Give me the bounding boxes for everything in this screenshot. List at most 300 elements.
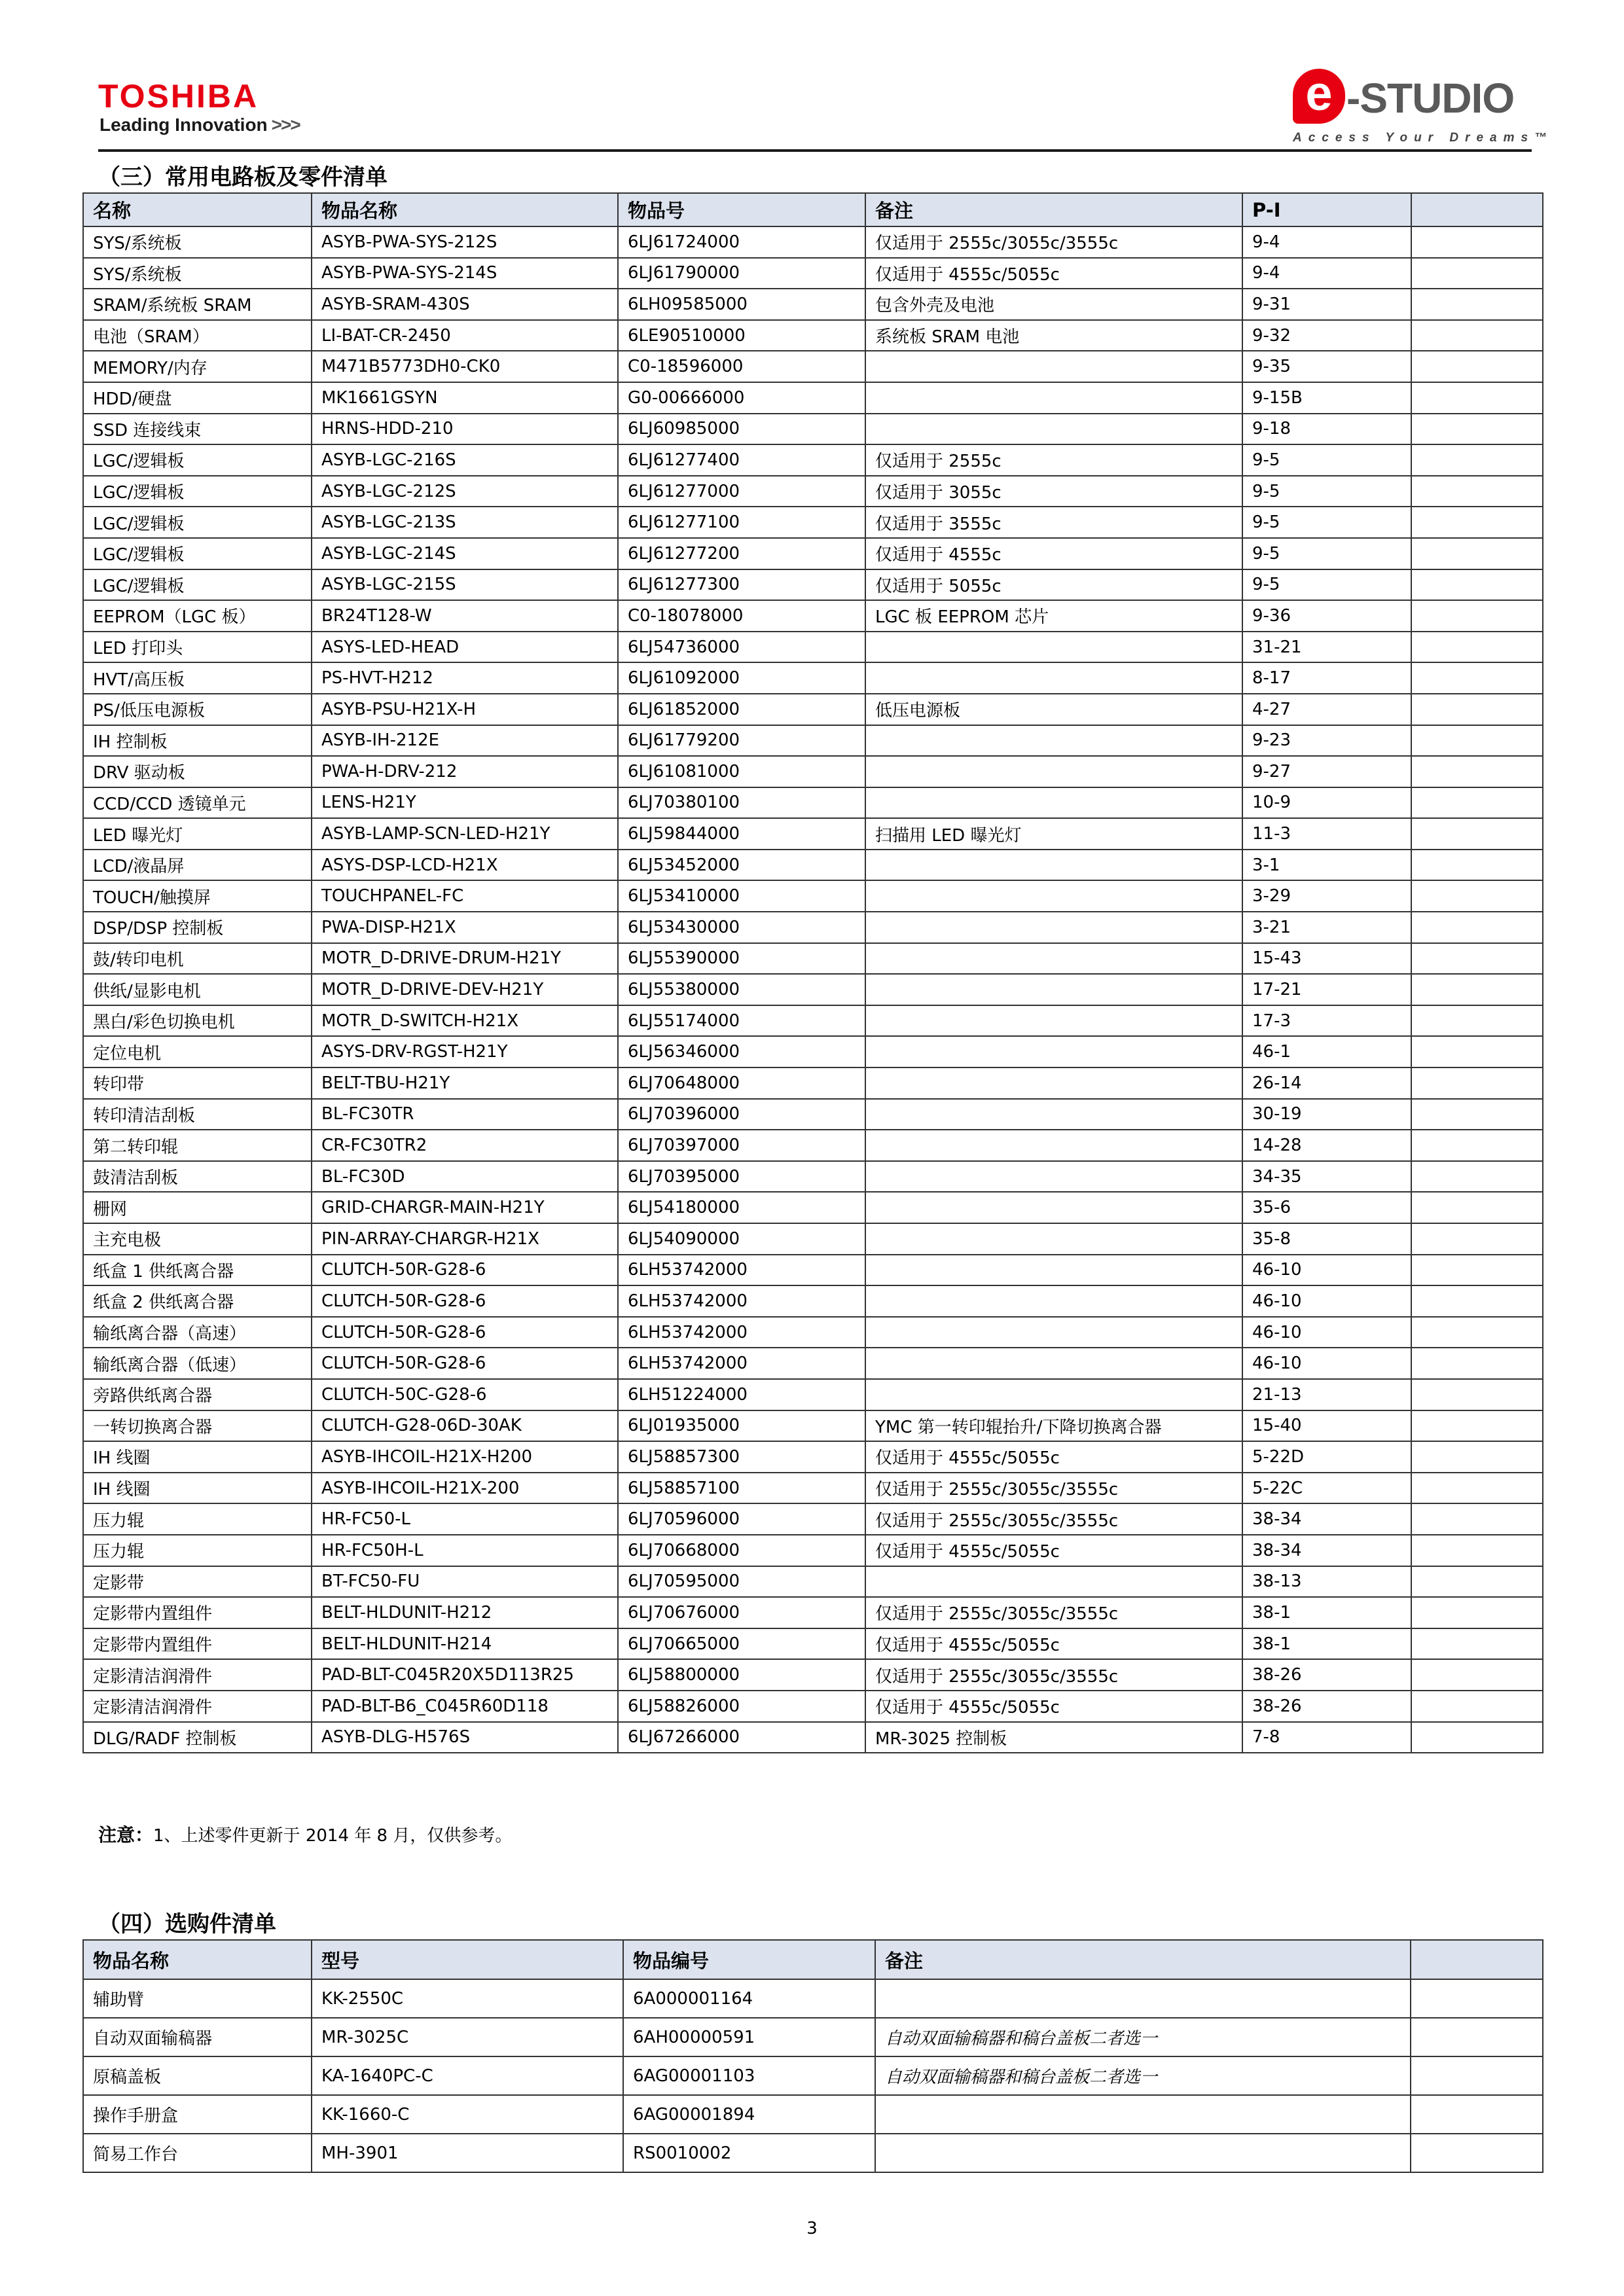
parts-table-cell (1411, 850, 1543, 881)
parts-table-cell: ASYB-IH-212E (312, 725, 618, 757)
parts-table-cell: 6LJ55390000 (618, 943, 865, 975)
parts-table-cell: 主充电极 (83, 1223, 312, 1255)
parts-table-cell: 6LJ61277200 (618, 538, 865, 569)
parts-header-cell (1411, 193, 1543, 226)
parts-table-cell (1411, 1161, 1543, 1193)
parts-table-cell (1411, 1067, 1543, 1099)
parts-table-cell: MOTR_D-DRIVE-DRUM-H21Y (312, 943, 618, 975)
parts-table-cell: 31-21 (1242, 632, 1411, 663)
parts-section-title: （三）常用电路板及零件清单 (98, 164, 388, 190)
parts-table-cell (1411, 1410, 1543, 1442)
parts-table-cell: GRID-CHARGR-MAIN-H21Y (312, 1192, 618, 1223)
parts-table-row (83, 351, 1543, 382)
parts-table-cell: 6LJ01935000 (618, 1410, 865, 1442)
parts-table-cell: 35-6 (1242, 1192, 1411, 1223)
parts-table-row (83, 1503, 1543, 1535)
parts-table-row (83, 1005, 1543, 1037)
parts-table-cell: 6LJ61277300 (618, 569, 865, 601)
parts-table-cell: BT-FC50-FU (312, 1566, 618, 1598)
parts-table-cell: 低压电源板 (865, 694, 1242, 725)
parts-table-cell: MK1661GSYN (312, 382, 618, 414)
parts-table-cell: 仅适用于 4555c/5055c (865, 1535, 1242, 1566)
options-table-cell: 简易工作台 (83, 2134, 312, 2172)
parts-table-row (83, 1192, 1543, 1223)
parts-table-cell: 一转切换离合器 (83, 1410, 312, 1442)
parts-table-cell (1411, 1317, 1543, 1348)
parts-table-cell: MEMORY/内存 (83, 351, 312, 382)
parts-table-cell: 6LJ70395000 (618, 1161, 865, 1193)
parts-table-cell: SYS/系统板 (83, 226, 312, 258)
parts-table-cell: 6LJ58800000 (618, 1659, 865, 1691)
parts-table-cell: 6LJ70668000 (618, 1535, 865, 1566)
parts-table-cell (865, 632, 1242, 663)
parts-table-cell (1411, 756, 1543, 787)
parts-table-cell: 9-4 (1242, 226, 1411, 258)
parts-table-cell (865, 1192, 1242, 1223)
parts-table-cell (865, 943, 1242, 975)
parts-table-row (83, 880, 1543, 912)
parts-table-cell: 9-5 (1242, 538, 1411, 569)
parts-table-cell (865, 1099, 1242, 1130)
parts-table-body (83, 226, 1543, 1753)
parts-table-cell: 6LJ60985000 (618, 414, 865, 445)
options-table-cell: 自动双面输稿器 (83, 2018, 312, 2056)
parts-table-row (83, 1473, 1543, 1504)
parts-table-cell: 21-13 (1242, 1379, 1411, 1410)
parts-table-cell: 38-26 (1242, 1659, 1411, 1691)
parts-table-row (83, 787, 1543, 819)
parts-table-cell: LED 曝光灯 (83, 818, 312, 850)
parts-table-cell: 6LH51224000 (618, 1379, 865, 1410)
parts-table-row (83, 507, 1543, 538)
parts-table-cell: MOTR_D-DRIVE-DEV-H21Y (312, 974, 618, 1005)
parts-table-cell (865, 1067, 1242, 1099)
parts-table-cell: IH 线圈 (83, 1473, 312, 1504)
parts-table-cell: 定影带内置组件 (83, 1597, 312, 1628)
parts-table-cell (865, 1130, 1242, 1161)
parts-table-cell (1411, 226, 1543, 258)
options-table-cell: 操作手册盒 (83, 2095, 312, 2134)
parts-table-cell: 9-5 (1242, 476, 1411, 507)
parts-table-cell: 11-3 (1242, 818, 1411, 850)
parts-header-cell: 物品号 (618, 193, 865, 226)
parts-table-cell: CLUTCH-50R-G28-6 (312, 1348, 618, 1379)
parts-table-cell: 6LH53742000 (618, 1317, 865, 1348)
options-table-cell (1411, 1979, 1543, 2018)
parts-table-cell: 46-10 (1242, 1285, 1411, 1317)
parts-table-cell: 输纸离合器（低速） (83, 1348, 312, 1379)
parts-table-cell: LENS-H21Y (312, 787, 618, 819)
parts-table-row (83, 1410, 1543, 1442)
parts-table-row (83, 320, 1543, 351)
parts-table-cell: ASYB-LAMP-SCN-LED-H21Y (312, 818, 618, 850)
footnote (98, 1821, 512, 1847)
parts-table-cell: HR-FC50-L (312, 1503, 618, 1535)
brand-tagline (99, 115, 300, 135)
options-table-cell: 6AG00001103 (623, 2056, 875, 2095)
parts-table-cell: 6LJ61277000 (618, 476, 865, 507)
parts-table-cell (1411, 569, 1543, 601)
parts-table-cell (1411, 1566, 1543, 1598)
parts-table-cell: 9-15B (1242, 382, 1411, 414)
parts-table-cell: 6LJ58857300 (618, 1441, 865, 1473)
parts-table-cell: 扫描用 LED 曝光灯 (865, 818, 1242, 850)
parts-table-cell: 6LJ59844000 (618, 818, 865, 850)
parts-table-cell: 系统板 SRAM 电池 (865, 320, 1242, 351)
parts-table-cell: 仅适用于 3555c (865, 507, 1242, 538)
parts-table-cell: 3-29 (1242, 880, 1411, 912)
parts-table-cell: PAD-BLT-B6_C045R60D118 (312, 1691, 618, 1722)
parts-table-row (83, 1285, 1543, 1317)
parts-table-cell (1411, 1691, 1543, 1722)
parts-table-cell (1411, 818, 1543, 850)
parts-table-row (83, 1659, 1543, 1691)
parts-table-row (83, 662, 1543, 694)
parts-table-cell: 6LJ61277400 (618, 444, 865, 476)
parts-table-cell: 鼓清洁刮板 (83, 1161, 312, 1193)
toshiba-logo: TOSHIBA (98, 78, 259, 115)
parts-table-cell (1411, 662, 1543, 694)
parts-table-cell: ASYB-LGC-213S (312, 507, 618, 538)
parts-table-cell: BR24T128-W (312, 600, 618, 632)
parts-header-cell: 物品名称 (312, 193, 618, 226)
parts-table-cell: LGC/逻辑板 (83, 507, 312, 538)
parts-table-cell: PS/低压电源板 (83, 694, 312, 725)
parts-table-cell (1411, 382, 1543, 414)
parts-table-cell (1411, 974, 1543, 1005)
parts-table-cell: 9-18 (1242, 414, 1411, 445)
parts-table-cell: PIN-ARRAY-CHARGR-H21X (312, 1223, 618, 1255)
parts-table-cell: BL-FC30D (312, 1161, 618, 1193)
parts-table-cell: 5-22C (1242, 1473, 1411, 1504)
parts-table-row (83, 476, 1543, 507)
parts-table-row (83, 1722, 1543, 1753)
parts-header-cell: P-I (1242, 193, 1411, 226)
parts-table-cell: 转印清洁刮板 (83, 1099, 312, 1130)
parts-table-cell (1411, 880, 1543, 912)
parts-table-cell: G0-00666000 (618, 382, 865, 414)
parts-table-cell: 第二转印辊 (83, 1130, 312, 1161)
parts-table-row (83, 414, 1543, 445)
parts-table-row (83, 694, 1543, 725)
parts-table-cell: 6LJ61790000 (618, 258, 865, 289)
options-table-cell (875, 2134, 1411, 2172)
parts-table-cell: 仅适用于 4555c (865, 538, 1242, 569)
options-header-cell: 物品编号 (623, 1940, 875, 1979)
options-header-cell: 物品名称 (83, 1940, 312, 1979)
parts-table-cell: 6LH53742000 (618, 1348, 865, 1379)
parts-table-cell: 3-1 (1242, 850, 1411, 881)
parts-table-cell: 9-36 (1242, 600, 1411, 632)
parts-table-cell: C0-18078000 (618, 600, 865, 632)
parts-table-row (83, 725, 1543, 757)
parts-table-cell: 压力辊 (83, 1535, 312, 1566)
parts-table-cell: 6LJ54090000 (618, 1223, 865, 1255)
parts-table-cell: DLG/RADF 控制板 (83, 1722, 312, 1753)
parts-table-cell: 定影带内置组件 (83, 1628, 312, 1660)
parts-table-cell: C0-18596000 (618, 351, 865, 382)
parts-table-cell (1411, 1441, 1543, 1473)
parts-table-cell: 纸盒 2 供纸离合器 (83, 1285, 312, 1317)
parts-table-cell: 仅适用于 4555c/5055c (865, 1691, 1242, 1722)
parts-table-cell: ASYB-IHCOIL-H21X-H200 (312, 1441, 618, 1473)
parts-table-cell: 仅适用于 2555c/3055c/3555c (865, 1503, 1242, 1535)
parts-table-cell: 供纸/显影电机 (83, 974, 312, 1005)
parts-table-cell: 6LJ70676000 (618, 1597, 865, 1628)
parts-table-cell: 包含外壳及电池 (865, 289, 1242, 320)
tagline-arrows-icon: >>> (271, 115, 300, 135)
parts-table-row (83, 1441, 1543, 1473)
page-header (0, 0, 1624, 157)
parts-table-cell: 14-28 (1242, 1130, 1411, 1161)
parts-table-cell: 仅适用于 2555c/3055c/3555c (865, 226, 1242, 258)
parts-table-cell: HRNS-HDD-210 (312, 414, 618, 445)
estudio-e-icon: e (1293, 69, 1345, 124)
parts-table-cell (1411, 320, 1543, 351)
parts-table-cell: HDD/硬盘 (83, 382, 312, 414)
parts-table-cell: 鼓/转印电机 (83, 943, 312, 975)
parts-table-cell: 6LJ61277100 (618, 507, 865, 538)
parts-table-row (83, 818, 1543, 850)
parts-table-cell: LCD/液晶屏 (83, 850, 312, 881)
options-table-cell (875, 1979, 1411, 2018)
parts-table-cell: 6LJ70665000 (618, 1628, 865, 1660)
parts-table-row (83, 538, 1543, 569)
parts-table-cell (865, 1161, 1242, 1193)
parts-table-cell: 6LJ70648000 (618, 1067, 865, 1099)
parts-table-cell (1411, 1379, 1543, 1410)
options-table-header (83, 1940, 1543, 1979)
parts-table-cell (1411, 1099, 1543, 1130)
parts-table-cell: 6LH53742000 (618, 1255, 865, 1286)
options-table-cell: 辅助臂 (83, 1979, 312, 2018)
parts-table-row (83, 1317, 1543, 1348)
parts-table-cell: 6LJ54736000 (618, 632, 865, 663)
parts-table-row (83, 258, 1543, 289)
parts-table-row (83, 943, 1543, 975)
parts-table-cell: 4-27 (1242, 694, 1411, 725)
parts-table-cell: 15-40 (1242, 1410, 1411, 1442)
parts-table-cell: 纸盒 1 供纸离合器 (83, 1255, 312, 1286)
parts-table-cell: 6LJ61779200 (618, 725, 865, 757)
parts-header-cell: 名称 (83, 193, 312, 226)
parts-table-cell: 46-1 (1242, 1036, 1411, 1067)
parts-table-cell: 输纸离合器（高速） (83, 1317, 312, 1348)
parts-table-cell: 46-10 (1242, 1348, 1411, 1379)
parts-table-cell: 38-26 (1242, 1691, 1411, 1722)
parts-table-row (83, 1348, 1543, 1379)
parts-table-cell (865, 880, 1242, 912)
parts-header-cell: 备注 (865, 193, 1242, 226)
options-table-cell (1411, 2134, 1543, 2172)
options-table-row (83, 2018, 1543, 2056)
options-table-cell: 6AG00001894 (623, 2095, 875, 2134)
parts-table-cell: 6LJ70596000 (618, 1503, 865, 1535)
parts-table-cell: SSD 连接线束 (83, 414, 312, 445)
parts-table-cell: ASYS-DRV-RGST-H21Y (312, 1036, 618, 1067)
parts-table-cell: LGC/逻辑板 (83, 569, 312, 601)
parts-table-cell: 9-5 (1242, 507, 1411, 538)
parts-table-cell: ASYB-LGC-212S (312, 476, 618, 507)
parts-table-row (83, 1161, 1543, 1193)
parts-table-cell (1411, 1535, 1543, 1566)
parts-table-row (83, 632, 1543, 663)
parts-table-cell: 9-5 (1242, 569, 1411, 601)
options-table-cell (1411, 2056, 1543, 2095)
parts-table-cell: 6LH09585000 (618, 289, 865, 320)
parts-table-cell: SYS/系统板 (83, 258, 312, 289)
options-table-cell: 原稿盖板 (83, 2056, 312, 2095)
parts-table-row (83, 382, 1543, 414)
parts-table-cell: 6LJ53430000 (618, 912, 865, 943)
parts-table-cell: 定影清洁润滑件 (83, 1691, 312, 1722)
options-table-cell (875, 2095, 1411, 2134)
parts-table-cell: 转印带 (83, 1067, 312, 1099)
parts-table-cell: 9-4 (1242, 258, 1411, 289)
parts-table-cell (865, 1317, 1242, 1348)
parts-table-cell: 仅适用于 4555c/5055c (865, 258, 1242, 289)
parts-table-row (83, 1597, 1543, 1628)
parts-table-cell: MR-3025 控制板 (865, 1722, 1242, 1753)
parts-table-cell (1411, 1005, 1543, 1037)
parts-table-cell (865, 756, 1242, 787)
parts-table-row (83, 444, 1543, 476)
parts-table-cell: TOUCH/触摸屏 (83, 880, 312, 912)
parts-table-cell (1411, 1503, 1543, 1535)
estudio-logo (1293, 66, 1554, 151)
parts-table-cell (1411, 1348, 1543, 1379)
parts-table-cell (1411, 289, 1543, 320)
parts-table-cell: 仅适用于 4555c/5055c (865, 1628, 1242, 1660)
parts-table-cell (1411, 258, 1543, 289)
parts-table-cell: 7-8 (1242, 1722, 1411, 1753)
parts-table-cell: 仅适用于 2555c/3055c/3555c (865, 1473, 1242, 1504)
parts-table-row (83, 1535, 1543, 1566)
options-table (82, 1939, 1543, 2173)
parts-table (82, 192, 1543, 1753)
parts-table-cell: BELT-TBU-H21Y (312, 1067, 618, 1099)
parts-table-cell (865, 1005, 1242, 1037)
parts-table-cell: LI-BAT-CR-2450 (312, 320, 618, 351)
parts-table-cell (1411, 1722, 1543, 1753)
parts-table-cell: MOTR_D-SWITCH-H21X (312, 1005, 618, 1037)
parts-table-cell (865, 1285, 1242, 1317)
footnote-label: 注意： (98, 1824, 154, 1846)
page-number: 3 (806, 2219, 818, 2238)
parts-table-cell (1411, 1473, 1543, 1504)
parts-table-cell: 6LH53742000 (618, 1285, 865, 1317)
parts-table-cell: ASYB-IHCOIL-H21X-200 (312, 1473, 618, 1504)
options-table-cell: 自动双面输稿器和稿台盖板二者选一 (875, 2056, 1411, 2095)
parts-table-cell: 6LJ58826000 (618, 1691, 865, 1722)
parts-table-cell: 3-21 (1242, 912, 1411, 943)
parts-table-cell: ASYB-SRAM-430S (312, 289, 618, 320)
parts-table-cell: CCD/CCD 透镜单元 (83, 787, 312, 819)
options-table-cell: RS0010002 (623, 2134, 875, 2172)
parts-table-cell: 仅适用于 5055c (865, 569, 1242, 601)
parts-table-cell: 6LJ54180000 (618, 1192, 865, 1223)
parts-table-cell: PWA-DISP-H21X (312, 912, 618, 943)
options-table-cell: 6AH00000591 (623, 2018, 875, 2056)
parts-table-cell: 46-10 (1242, 1255, 1411, 1286)
parts-table-cell: LGC/逻辑板 (83, 444, 312, 476)
parts-table-cell: 38-1 (1242, 1597, 1411, 1628)
footnote-text: 1、上述零件更新于 2014 年 8 月，仅供参考。 (153, 1826, 513, 1846)
parts-table-row (83, 756, 1543, 787)
parts-table-cell: 6LJ70397000 (618, 1130, 865, 1161)
parts-table-cell: 30-19 (1242, 1099, 1411, 1130)
options-table-cell: KK-1660-C (312, 2095, 623, 2134)
parts-table-cell: BL-FC30TR (312, 1099, 618, 1130)
options-table-cell: 自动双面输稿器和稿台盖板二者选一 (875, 2018, 1411, 2056)
parts-table-cell: LED 打印头 (83, 632, 312, 663)
estudio-tagline: Access Your Dreams™ (1293, 131, 1554, 145)
parts-table-row (83, 569, 1543, 601)
parts-table-cell: ASYB-LGC-216S (312, 444, 618, 476)
parts-table-cell (865, 1255, 1242, 1286)
parts-table-cell: TOUCHPANEL-FC (312, 880, 618, 912)
parts-table-cell (865, 974, 1242, 1005)
parts-table-cell: 6LJ70396000 (618, 1099, 865, 1130)
parts-table-row (83, 1379, 1543, 1410)
parts-table-cell (1411, 414, 1543, 445)
parts-table-cell: 6LE90510000 (618, 320, 865, 351)
parts-table-cell: ASYB-DLG-H576S (312, 1722, 618, 1753)
parts-table-cell: CLUTCH-50C-G28-6 (312, 1379, 618, 1410)
parts-table-cell: 6LJ55174000 (618, 1005, 865, 1037)
parts-table-cell: DSP/DSP 控制板 (83, 912, 312, 943)
parts-table-cell: CLUTCH-50R-G28-6 (312, 1317, 618, 1348)
parts-table-cell: 34-35 (1242, 1161, 1411, 1193)
parts-table-cell: 38-13 (1242, 1566, 1411, 1598)
parts-table-cell: 9-23 (1242, 725, 1411, 757)
parts-table-cell (1411, 787, 1543, 819)
parts-table-row (83, 850, 1543, 881)
parts-table-cell: 26-14 (1242, 1067, 1411, 1099)
parts-table-cell: ASYS-DSP-LCD-H21X (312, 850, 618, 881)
parts-table-cell (865, 1223, 1242, 1255)
parts-table-cell: CLUTCH-50R-G28-6 (312, 1255, 618, 1286)
parts-table-cell (865, 1379, 1242, 1410)
parts-table-cell: ASYB-PWA-SYS-214S (312, 258, 618, 289)
parts-table-cell: 38-34 (1242, 1535, 1411, 1566)
parts-table-cell: ASYB-PSU-H21X-H (312, 694, 618, 725)
parts-table-cell (1411, 1255, 1543, 1286)
parts-table-cell: 15-43 (1242, 943, 1411, 975)
parts-table-cell: 6LJ55380000 (618, 974, 865, 1005)
parts-table-cell (1411, 538, 1543, 569)
parts-table-cell (1411, 725, 1543, 757)
parts-table-cell: 9-35 (1242, 351, 1411, 382)
parts-table-cell: IH 线圈 (83, 1441, 312, 1473)
parts-table-cell (1411, 1628, 1543, 1660)
parts-table-cell (865, 850, 1242, 881)
parts-table-cell: ASYB-LGC-214S (312, 538, 618, 569)
options-table-cell (1411, 2095, 1543, 2134)
parts-table-cell (1411, 632, 1543, 663)
parts-table-cell: HR-FC50H-L (312, 1535, 618, 1566)
parts-table-cell: 定影清洁润滑件 (83, 1659, 312, 1691)
options-table-row (83, 2095, 1543, 2134)
parts-table-cell: ASYB-LGC-215S (312, 569, 618, 601)
parts-table-cell: 35-8 (1242, 1223, 1411, 1255)
options-header-cell: 型号 (312, 1940, 623, 1979)
parts-table-cell (865, 351, 1242, 382)
parts-table-cell (1411, 1285, 1543, 1317)
options-table-cell: MH-3901 (312, 2134, 623, 2172)
parts-table-cell: 9-31 (1242, 289, 1411, 320)
parts-table-cell (1411, 1130, 1543, 1161)
